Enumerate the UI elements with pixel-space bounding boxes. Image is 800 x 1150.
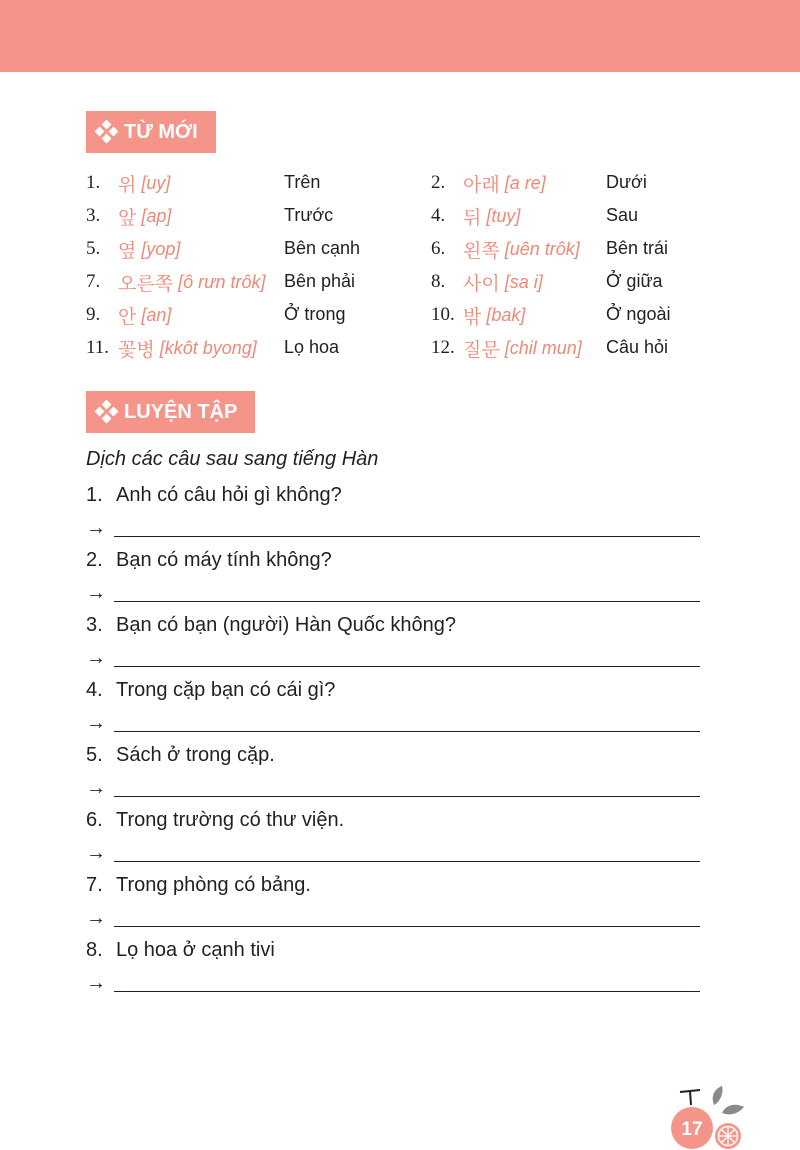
- answer-blank[interactable]: [114, 796, 700, 797]
- korean-word: 질문: [463, 339, 500, 361]
- vocab-item: [431, 300, 525, 330]
- page-number: 17: [681, 1119, 703, 1140]
- vocab-number: 4.: [431, 205, 446, 226]
- vietnamese-meaning: Trên: [284, 172, 321, 192]
- vietnamese-meaning: Ở giữa: [606, 271, 663, 291]
- exercise-number: 5.: [86, 744, 103, 766]
- exercise-question: [86, 549, 332, 572]
- vocab-item: [86, 333, 257, 363]
- romanization: [kkôt byong]: [159, 337, 257, 358]
- exercise-number: 8.: [86, 939, 103, 961]
- exercise-question: [86, 614, 456, 637]
- korean-word: 옆: [118, 240, 137, 262]
- stem-icon: [680, 1090, 700, 1105]
- arrow-icon: →: [86, 972, 106, 994]
- romanization: [chil mun]: [504, 337, 582, 358]
- korean-word: 사이: [463, 273, 500, 295]
- romanization: [ap]: [141, 205, 172, 226]
- exercise-question: [86, 874, 311, 897]
- korean-word: 아래: [463, 174, 500, 196]
- arrow-icon: →: [86, 907, 106, 929]
- exercise-text: Anh có câu hỏi gì không?: [116, 484, 342, 506]
- answer-blank[interactable]: [114, 926, 700, 927]
- exercise-number: 6.: [86, 809, 103, 831]
- vocab-section-header: [86, 111, 216, 153]
- answer-line[interactable]: [86, 517, 106, 540]
- romanization: [uên trôk]: [504, 238, 580, 259]
- vocab-number: 3.: [86, 205, 101, 226]
- exercise-number: 7.: [86, 874, 103, 896]
- vocab-item: [431, 234, 580, 264]
- korean-word: 위: [118, 174, 137, 196]
- diamond-bullet-icon: [96, 401, 118, 423]
- vocab-item: [86, 201, 171, 231]
- arrow-icon: →: [86, 517, 106, 539]
- answer-blank[interactable]: [114, 601, 700, 602]
- answer-line[interactable]: [86, 712, 106, 735]
- vocab-number: 6.: [431, 238, 446, 259]
- romanization: [bak]: [486, 304, 526, 325]
- exercise-number: 3.: [86, 614, 103, 636]
- romanization: [an]: [141, 304, 172, 325]
- vietnamese-meaning: Bên phải: [284, 271, 356, 291]
- answer-blank[interactable]: [114, 861, 700, 862]
- answer-blank[interactable]: [114, 991, 700, 992]
- vocab-number: 9.: [86, 304, 101, 325]
- leaf-icon: [722, 1105, 744, 1115]
- exercise-question: [86, 939, 275, 962]
- exercise-text: Bạn có máy tính không?: [116, 549, 332, 571]
- answer-line[interactable]: [86, 647, 106, 670]
- korean-word: 앞: [118, 207, 137, 229]
- answer-line[interactable]: [86, 582, 106, 605]
- answer-line[interactable]: [86, 907, 106, 930]
- exercise-text: Trong phòng có bảng.: [116, 874, 311, 896]
- exercise-question: [86, 484, 342, 507]
- exercise-text: Lọ hoa ở cạnh tivi: [116, 939, 275, 961]
- exercise-question: [86, 809, 344, 832]
- arrow-icon: →: [86, 842, 106, 864]
- exercise-text: Bạn có bạn (người) Hàn Quốc không?: [116, 614, 457, 636]
- vocab-item: [431, 333, 582, 363]
- arrow-icon: →: [86, 647, 106, 669]
- vocab-section-title: TỪ MỚI: [124, 120, 198, 143]
- vocab-number: 8.: [431, 271, 446, 292]
- arrow-icon: →: [86, 777, 106, 799]
- vietnamese-meaning: Câu hỏi: [606, 337, 669, 357]
- romanization: [yop]: [141, 238, 181, 259]
- answer-blank[interactable]: [114, 536, 700, 537]
- vocab-item: [431, 168, 546, 198]
- vocab-number: 11.: [86, 337, 110, 358]
- vocab-item: [86, 267, 266, 297]
- romanization: [uy]: [141, 172, 171, 193]
- exercise-text: Sách ở trong cặp.: [116, 744, 275, 766]
- vietnamese-meaning: Trước: [284, 205, 334, 225]
- answer-line[interactable]: [86, 972, 106, 995]
- exercise-text: Trong trường có thư viện.: [116, 809, 345, 831]
- exercise-number: 4.: [86, 679, 103, 701]
- leaf-icon: [713, 1086, 723, 1105]
- exercise-number: 1.: [86, 484, 103, 506]
- vocab-item: [86, 300, 171, 330]
- vocab-item: [86, 234, 180, 264]
- korean-word: 오른쪽: [118, 273, 174, 295]
- vietnamese-meaning: Sau: [606, 205, 639, 225]
- romanization: [ô rưn trôk]: [178, 271, 266, 292]
- romanization: [tuy]: [486, 205, 521, 226]
- korean-word: 꽃병: [118, 339, 155, 361]
- vocab-item: [86, 168, 170, 198]
- practice-instruction: Dịch các câu sau sang tiếng Hàn: [86, 448, 379, 470]
- vocab-number: 1.: [86, 172, 101, 193]
- exercise-number: 2.: [86, 549, 103, 571]
- vocab-number: 12.: [431, 337, 455, 358]
- exercise-question: [86, 744, 275, 767]
- answer-blank[interactable]: [114, 666, 700, 667]
- vocab-number: 7.: [86, 271, 101, 292]
- vocab-item: [431, 201, 520, 231]
- exercise-question: [86, 679, 335, 702]
- exercise-text: Trong cặp bạn có cái gì?: [116, 679, 336, 701]
- romanization: [a re]: [504, 172, 546, 193]
- top-decorative-band: [0, 0, 800, 72]
- vietnamese-meaning: Bên cạnh: [284, 238, 361, 258]
- vocab-item: [431, 267, 543, 297]
- practice-section-header: [86, 391, 255, 433]
- arrow-icon: →: [86, 582, 106, 604]
- answer-line[interactable]: [86, 777, 106, 800]
- vocab-number: 5.: [86, 238, 101, 259]
- arrow-icon: →: [86, 712, 106, 734]
- answer-blank[interactable]: [114, 731, 700, 732]
- romanization: [sa i]: [504, 271, 543, 292]
- vocab-number: 2.: [431, 172, 446, 193]
- vietnamese-meaning: Dưới: [606, 172, 647, 192]
- vocab-number: 10.: [431, 304, 455, 325]
- scalloped-edge: [0, 67, 800, 77]
- korean-word: 밖: [463, 306, 482, 328]
- korean-word: 뒤: [463, 207, 482, 229]
- vietnamese-meaning: Bên trái: [606, 238, 669, 258]
- answer-line[interactable]: [86, 842, 106, 865]
- vietnamese-meaning: Ở ngoài: [606, 304, 671, 324]
- vietnamese-meaning: Lọ hoa: [284, 337, 340, 357]
- diamond-bullet-icon: [96, 121, 118, 143]
- vietnamese-meaning: Ở trong: [284, 304, 346, 324]
- korean-word: 안: [118, 306, 137, 328]
- page-number-badge: [670, 1085, 750, 1150]
- practice-section-title: LUYỆN TẬP: [124, 400, 238, 423]
- korean-word: 왼쪽: [463, 240, 500, 262]
